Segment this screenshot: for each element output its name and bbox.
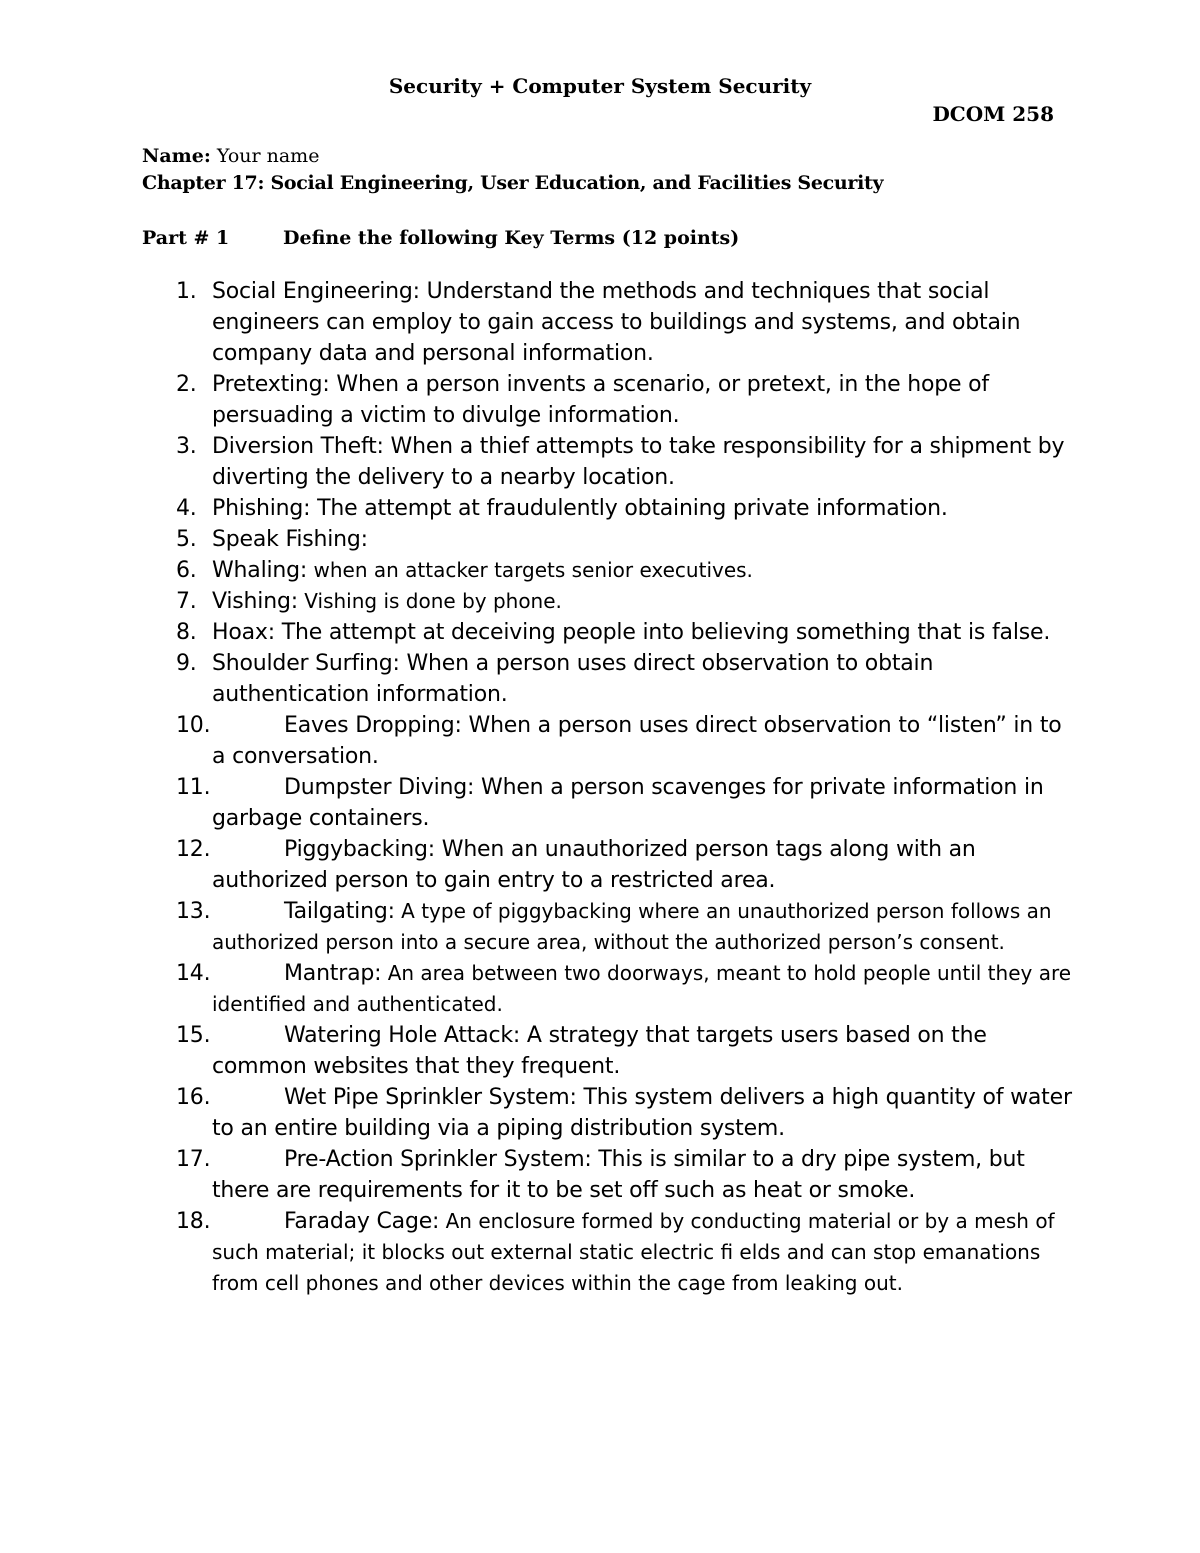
- list-item: [0, 617, 1072, 648]
- list-item: [0, 1144, 1072, 1206]
- item-number: 8.: [176, 620, 197, 645]
- part-heading: [142, 225, 740, 251]
- term-label: Tailgating:: [284, 899, 395, 924]
- term-definition: This system delivers a high quantity of water to an entire building via a piping distribution system.: [212, 1085, 1072, 1141]
- item-number: 9.: [176, 651, 197, 676]
- name-line: [142, 143, 319, 169]
- term-definition: Vishing is done by phone.: [297, 589, 562, 613]
- key-terms-list: [0, 276, 1200, 1299]
- list-item: [0, 524, 1072, 555]
- term-label: Phishing:: [212, 496, 311, 521]
- course-code: DCOM 258: [932, 102, 1054, 126]
- term-definition: When an unauthorized person tags along with an authorized person to gain entry to a restricted area.: [212, 837, 976, 893]
- list-item: [0, 369, 1072, 431]
- term-definition: The attempt at fraudulently obtaining private information.: [310, 496, 948, 521]
- term-definition: When a person invents a scenario, or pretext, in the hope of persuading a victim to divulge information.: [212, 372, 989, 428]
- list-item: [0, 276, 1072, 369]
- list-item: [0, 586, 1072, 617]
- item-number: 1.: [176, 279, 197, 304]
- item-number: 2.: [176, 372, 197, 397]
- term-definition: When a person scavenges for private information in garbage containers.: [212, 775, 1044, 831]
- item-number: 17.: [176, 1147, 211, 1172]
- term-label: Speak Fishing:: [212, 527, 368, 552]
- term-label: Wet Pipe Sprinkler System:: [284, 1085, 577, 1110]
- item-number: 4.: [176, 496, 197, 521]
- part-title: Define the following Key Terms (12 points): [283, 227, 740, 249]
- list-item: [0, 834, 1072, 896]
- term-definition: An area between two doorways, meant to hold people until they are identified and authenticated.: [212, 961, 1072, 1016]
- term-label: Piggybacking:: [284, 837, 435, 862]
- item-number: 11.: [176, 775, 211, 800]
- list-item: [0, 710, 1072, 772]
- list-item: [0, 1082, 1072, 1144]
- list-item: [0, 958, 1072, 1020]
- term-definition: An enclosure formed by conducting material or by a mesh of such material; it blocks out external static electric fi elds and can stop emanations from cell phones and other devices within the cage from leaking out.: [212, 1209, 1055, 1295]
- term-label: Eaves Dropping:: [284, 713, 462, 738]
- term-label: Dumpster Diving:: [284, 775, 475, 800]
- term-label: Social Engineering:: [212, 279, 420, 304]
- chapter-heading: Chapter 17: Social Engineering, User Education, and Facilities Security: [142, 172, 884, 194]
- term-label: Faraday Cage:: [284, 1209, 440, 1234]
- list-item: [0, 431, 1072, 493]
- list-item: [0, 772, 1072, 834]
- name-label: Name:: [142, 145, 211, 167]
- item-number: 18.: [176, 1209, 211, 1234]
- list-item: [0, 1020, 1072, 1082]
- item-number: 13.: [176, 899, 211, 924]
- document-title: Security + Computer System Security: [388, 74, 812, 98]
- term-label: Watering Hole Attack:: [284, 1023, 521, 1048]
- term-definition: When a thief attempts to take responsibility for a shipment by diverting the delivery to a nearby location.: [212, 434, 1065, 490]
- list-item: [0, 896, 1072, 958]
- list-item: [0, 555, 1072, 586]
- item-number: 15.: [176, 1023, 211, 1048]
- item-number: 3.: [176, 434, 197, 459]
- term-definition: When a person uses direct observation to “listen” in to a conversation.: [212, 713, 1062, 769]
- term-definition: when an attacker targets senior executives.: [307, 558, 753, 582]
- item-number: 7.: [176, 589, 197, 614]
- term-definition: The attempt at deceiving people into believing something that is false.: [274, 620, 1051, 645]
- item-number: 10.: [176, 713, 211, 738]
- list-item: [0, 493, 1072, 524]
- term-label: Vishing:: [212, 589, 298, 614]
- item-number: 6.: [176, 558, 197, 583]
- term-label: Hoax:: [212, 620, 275, 645]
- term-label: Shoulder Surfing:: [212, 651, 400, 676]
- item-number: 12.: [176, 837, 211, 862]
- item-number: 16.: [176, 1085, 211, 1110]
- term-label: Whaling:: [212, 558, 308, 583]
- term-label: Mantrap:: [284, 961, 382, 986]
- term-definition: This is similar to a dry pipe system, but there are requirements for it to be set off such as heat or smoke.: [212, 1147, 1025, 1203]
- term-definition: A strategy that targets users based on the common websites that they frequent.: [212, 1023, 987, 1079]
- part-number: Part # 1: [142, 227, 230, 249]
- item-number: 5.: [176, 527, 197, 552]
- item-number: 14.: [176, 961, 211, 986]
- term-label: Pre-Action Sprinkler System:: [284, 1147, 592, 1172]
- term-definition: When a person uses direct observation to obtain authentication information.: [212, 651, 934, 707]
- list-item: [0, 648, 1072, 710]
- name-value: Your name: [210, 145, 320, 167]
- term-definition: A type of piggybacking where an unauthorized person follows an authorized person into a secure area, without the authorized person’s consent.: [212, 899, 1052, 954]
- term-label: Diversion Theft:: [212, 434, 384, 459]
- term-definition: Understand the methods and techniques that social engineers can employ to gain access to buildings and systems, and obtain company data and personal information.: [212, 279, 1021, 366]
- list-item: [0, 1206, 1072, 1299]
- term-label: Pretexting:: [212, 372, 330, 397]
